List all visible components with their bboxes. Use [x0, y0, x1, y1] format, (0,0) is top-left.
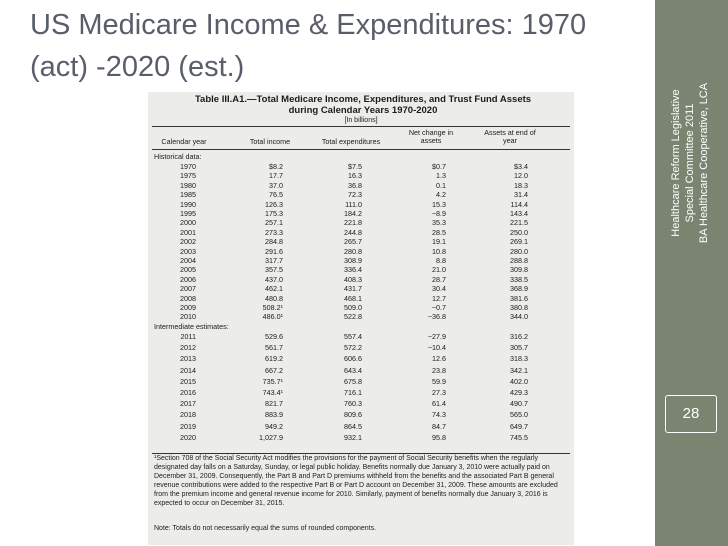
net-change-cell: 12.7 [432, 293, 446, 303]
net-change-cell: 28.7 [432, 274, 446, 284]
net-change-cell: 19.1 [432, 237, 446, 247]
expenditures-cell: 36.8 [348, 180, 362, 190]
assets-cell: 114.4 [510, 199, 528, 209]
assets-cell: 565.0 [510, 410, 528, 420]
net-change-cell: 30.4 [432, 284, 446, 294]
income-cell: 480.8 [265, 293, 283, 303]
table-row [148, 247, 574, 256]
assets-cell: 309.8 [510, 265, 528, 275]
expenditures-cell: 809.6 [344, 410, 362, 420]
assets-cell: 649.7 [510, 421, 528, 431]
expenditures-cell: 932.1 [344, 432, 362, 442]
assets-cell: 250.0 [510, 227, 528, 237]
table-row [148, 275, 574, 284]
income-cell: 821.7 [265, 399, 283, 409]
assets-cell: 269.1 [510, 237, 528, 247]
col-header-net-change: Net change in assets [408, 128, 454, 145]
table-title [178, 94, 548, 116]
sidebar-caption-line: Special Committee 2011 [684, 103, 696, 223]
income-cell: 735.7¹ [262, 376, 283, 386]
year-cell: 2011 [180, 332, 196, 341]
expenditures-cell: 111.0 [345, 199, 362, 209]
year-cell: 2010 [180, 312, 196, 322]
expenditures-cell: 72.3 [348, 190, 362, 200]
expenditures-cell: 716.1 [344, 388, 362, 397]
expenditures-cell: 308.9 [344, 256, 362, 265]
net-change-cell: −27.9 [427, 332, 446, 341]
income-cell: 529.6 [265, 332, 283, 341]
expenditures-cell: 431.7 [344, 284, 362, 294]
table-row [148, 312, 574, 321]
expenditures-cell: 675.8 [344, 376, 362, 386]
income-cell: 619.2 [265, 354, 283, 364]
income-cell: 883.9 [265, 410, 283, 420]
year-cell: 2006 [180, 274, 196, 284]
year-cell: 2018 [180, 410, 196, 420]
table-row [148, 433, 574, 442]
expenditures-cell: 572.2 [344, 343, 362, 353]
expenditures-cell: 265.7 [344, 237, 362, 247]
expenditures-cell: 522.8 [344, 312, 362, 322]
income-cell: 284.8 [265, 237, 283, 247]
assets-cell: 288.8 [510, 256, 528, 265]
expenditures-cell: 468.1 [344, 293, 362, 303]
year-cell: 1970 [180, 162, 196, 171]
income-cell: 667.2 [265, 365, 283, 375]
year-cell: 2003 [180, 246, 196, 256]
year-cell: 2013 [180, 354, 196, 364]
table-row [148, 422, 574, 431]
assets-cell: 380.8 [510, 303, 528, 312]
net-change-cell: 59.9 [432, 376, 446, 386]
net-change-cell: 15.3 [432, 199, 446, 209]
footnote: ¹Section 708 of the Social Security Act modifies the provisions for the payment of Social Security benefits when the regularly designated day falls on a Saturday, Sunday, or legal public holiday. Benefits normally due January 3, 2010 were actually paid on December 31, 2009. Consequently, the Part B and Part D premiums withheld from the benefits and the associated Part B general revenue contributions were added to the respective Part B or Part D account on December 31, 2009. These amounts are excluded from the premium income and general revenue income for 2010. Similarly, payment of benefits normally due January 3, 2016 is expected to occur on December 31, 2015. [154, 455, 558, 507]
net-change-cell: 21.0 [432, 265, 446, 275]
income-cell: 357.5 [265, 265, 283, 275]
expenditures-cell: 336.4 [344, 265, 362, 275]
income-cell: 486.0¹ [262, 312, 283, 322]
table-row [148, 294, 574, 303]
col-header-expenditures: Total expenditures [321, 137, 381, 146]
income-cell: 273.3 [265, 227, 283, 237]
income-cell: 437.0 [265, 274, 283, 284]
year-cell: 2020 [180, 432, 196, 442]
year-cell: 2014 [180, 365, 196, 375]
table-row [148, 265, 574, 274]
assets-cell: 18.3 [514, 180, 528, 190]
assets-cell: 221.5 [510, 218, 528, 228]
sidebar-caption-line: Healthcare Reform Legislative [670, 89, 682, 237]
assets-cell: 31.4 [514, 190, 528, 200]
expenditures-cell: 509.0 [344, 303, 362, 312]
net-change-cell: 61.4 [432, 399, 446, 409]
expenditures-cell: 557.4 [344, 332, 362, 341]
expenditures-cell: 760.3 [344, 399, 362, 409]
year-cell: 1985 [180, 190, 196, 200]
income-cell: 949.2 [265, 421, 283, 431]
table-row [148, 388, 574, 397]
year-cell: 1995 [180, 209, 196, 218]
table-row [148, 218, 574, 227]
net-change-cell: 1.3 [436, 171, 446, 181]
income-cell: 462.1 [265, 284, 283, 294]
table-unit: [In billions] [344, 117, 378, 124]
net-change-cell: 10.8 [432, 246, 446, 256]
net-change-cell: 8.8 [436, 256, 446, 265]
year-cell: 2012 [180, 343, 196, 353]
table-row [148, 256, 574, 265]
table-row [148, 366, 574, 375]
net-change-cell: −8.9 [431, 209, 446, 218]
income-cell: 317.7 [265, 256, 283, 265]
income-cell: 17.7 [269, 171, 283, 181]
table-row [148, 228, 574, 237]
net-change-cell: 84.7 [432, 421, 446, 431]
table-row [148, 399, 574, 408]
assets-cell: 143.4 [510, 209, 528, 218]
table-scan [148, 92, 574, 545]
assets-cell: 745.5 [510, 432, 528, 442]
net-change-cell: 4.2 [436, 190, 446, 200]
year-cell: 2008 [180, 293, 196, 303]
year-cell: 1975 [180, 171, 196, 181]
sidebar-caption-line: BA Healthcare Cooperative, LCA [698, 82, 710, 244]
table-row [148, 332, 574, 341]
table-row [148, 200, 574, 209]
income-cell: 257.1 [265, 218, 283, 228]
net-change-cell: −0.7 [431, 303, 446, 312]
year-cell: 2000 [180, 218, 196, 228]
table-row [148, 343, 574, 352]
slide-title: US Medicare Income & Expenditures: 1970 (act) -2020 (est.) [30, 9, 587, 83]
expenditures-cell: $7.5 [348, 162, 362, 171]
expenditures-cell: 643.4 [344, 365, 362, 375]
net-change-cell: 35.3 [432, 218, 446, 228]
year-cell: 2004 [180, 256, 196, 265]
expenditures-cell: 244.8 [344, 227, 362, 237]
net-change-cell: 23.8 [432, 365, 446, 375]
assets-cell: 280.0 [510, 246, 528, 256]
table-row [148, 303, 574, 312]
year-cell: 1990 [180, 199, 196, 209]
assets-cell: 490.7 [510, 399, 528, 409]
net-change-cell: 12.6 [432, 354, 446, 364]
net-change-cell: −36.8 [427, 312, 446, 322]
year-cell: 2019 [180, 421, 196, 431]
expenditures-cell: 280.8 [344, 246, 362, 256]
table-row [148, 354, 574, 363]
assets-cell: $3.4 [514, 162, 528, 171]
table-row [148, 190, 574, 199]
table-note: Note: Totals do not necessarily equal the sums of rounded components. [154, 525, 377, 532]
year-cell: 2002 [180, 237, 196, 247]
table-row [148, 209, 574, 218]
table-title-line1: Table III.A1.—Total Medicare Income, Expenditures, and Trust Fund Assets [194, 94, 532, 105]
expenditures-cell: 408.3 [344, 274, 362, 284]
header-top-rule [152, 126, 570, 127]
intermediate-label: Intermediate estimates: [154, 322, 229, 331]
year-cell: 2016 [180, 388, 196, 397]
sidebar-caption [669, 18, 713, 308]
net-change-cell: 74.3 [432, 410, 446, 420]
year-cell: 1980 [180, 180, 196, 190]
income-cell: $8.2 [269, 162, 283, 171]
expenditures-cell: 864.5 [344, 421, 362, 431]
assets-cell: 344.0 [510, 312, 528, 322]
income-cell: 561.7 [265, 343, 283, 353]
year-cell: 2017 [180, 399, 196, 409]
year-cell: 2015 [180, 376, 196, 386]
table-row [148, 171, 574, 180]
historical-label: Historical data: [154, 152, 202, 161]
year-cell: 2007 [180, 284, 196, 294]
net-change-cell: 27.3 [432, 388, 446, 397]
income-cell: 1,027.9 [259, 432, 283, 442]
income-cell: 291.6 [265, 246, 283, 256]
net-change-cell: −10.4 [427, 343, 446, 353]
assets-cell: 338.5 [510, 274, 528, 284]
header-bottom-rule [152, 149, 570, 150]
assets-cell: 342.1 [510, 365, 528, 375]
table-row [148, 377, 574, 386]
income-cell: 37.0 [269, 180, 283, 190]
page-number: 28 [665, 395, 717, 433]
net-change-cell: 95.8 [432, 432, 446, 442]
year-cell: 2005 [180, 265, 196, 275]
table-row [148, 410, 574, 419]
year-cell: 2001 [180, 227, 196, 237]
assets-cell: 381.6 [510, 293, 528, 303]
col-header-income: Total income [249, 137, 291, 146]
income-cell: 508.2¹ [262, 303, 283, 312]
col-header-assets: Assets at end of year [484, 128, 536, 145]
expenditures-cell: 184.2 [344, 209, 362, 218]
col-header-year: Calendar year [161, 137, 207, 146]
assets-cell: 318.3 [510, 354, 528, 364]
net-change-cell: $0.7 [432, 162, 446, 171]
income-cell: 743.4¹ [262, 388, 283, 397]
assets-cell: 316.2 [510, 332, 528, 341]
table-row [148, 181, 574, 190]
table-row [148, 284, 574, 293]
assets-cell: 429.3 [510, 388, 528, 397]
net-change-cell: 0.1 [436, 180, 446, 190]
expenditures-cell: 221.8 [344, 218, 362, 228]
expenditures-cell: 16.3 [348, 171, 362, 181]
year-cell: 2009 [180, 303, 196, 312]
table-title-line2: during Calendar Years 1970-2020 [288, 105, 438, 116]
assets-cell: 12.0 [514, 171, 528, 181]
expenditures-cell: 606.6 [344, 354, 362, 364]
income-cell: 175.3 [265, 209, 283, 218]
income-cell: 126.3 [265, 199, 283, 209]
table-row [148, 237, 574, 246]
assets-cell: 305.7 [510, 343, 528, 353]
net-change-cell: 28.5 [432, 227, 446, 237]
income-cell: 76.5 [269, 190, 283, 200]
table-row [148, 162, 574, 171]
assets-cell: 368.9 [510, 284, 528, 294]
assets-cell: 402.0 [510, 376, 528, 386]
